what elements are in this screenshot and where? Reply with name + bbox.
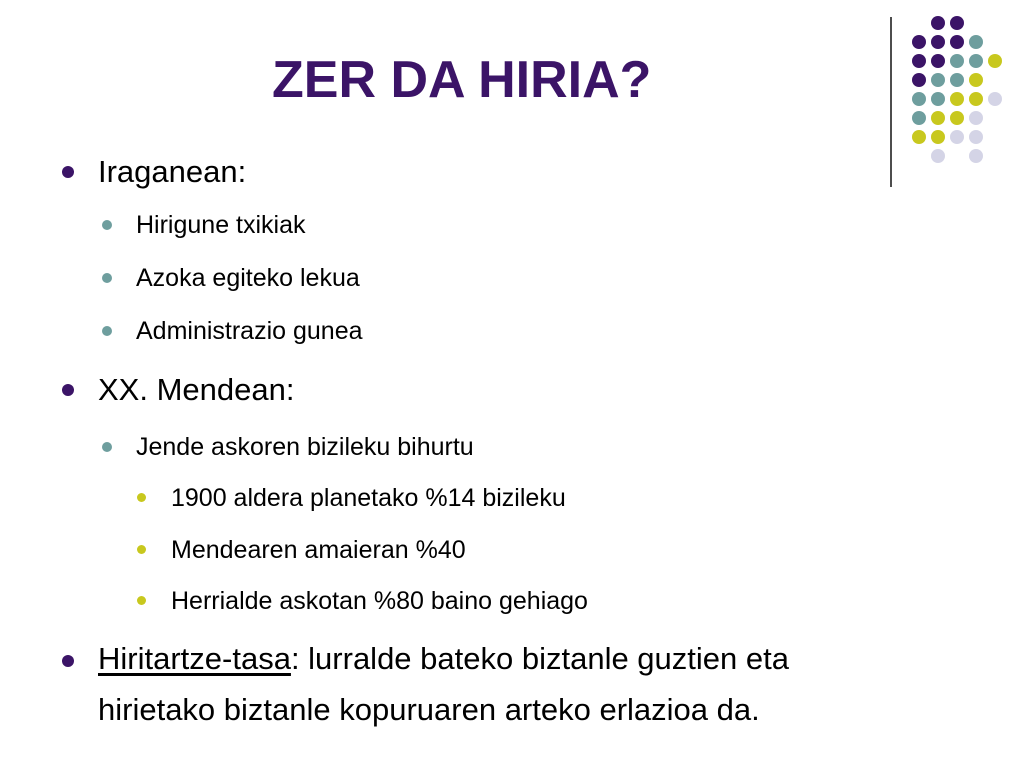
- bullet-item-xx-mendean: XX. Mendean:: [98, 372, 295, 407]
- definition-line-2: hirietako biztanle kopuruaren arteko erlazioa da.: [98, 692, 760, 727]
- decorative-dot: [969, 149, 983, 163]
- bullet-item-mendearen: Mendearen amaieran %40: [171, 536, 466, 564]
- bullet-item-administrazio: Administrazio gunea: [136, 317, 363, 345]
- decorative-dot: [931, 54, 945, 68]
- decorative-dot: [950, 16, 964, 30]
- decorative-dot: [950, 73, 964, 87]
- bullet-dot-level-1: [62, 166, 74, 178]
- definition-text-1: : lurralde bateko biztanle guztien eta: [290, 641, 789, 676]
- bullet-dot-level-1: [62, 384, 74, 396]
- decorative-dot: [969, 35, 983, 49]
- bullet-dot-level-2: [102, 273, 112, 283]
- decorative-dot: [950, 111, 964, 125]
- decorative-dot: [931, 73, 945, 87]
- definition-term: Hiritartze-tasa: [98, 641, 291, 676]
- bullet-item-herrialde: Herrialde askotan %80 baino gehiago: [171, 587, 588, 615]
- decorative-dot: [988, 54, 1002, 68]
- bullet-dot-level-1: [62, 655, 74, 667]
- decorative-dot: [950, 35, 964, 49]
- decorative-dot: [931, 35, 945, 49]
- bullet-item-jende: Jende askoren bizileku bihurtu: [136, 433, 474, 461]
- decorative-dot: [912, 111, 926, 125]
- decorative-dot: [931, 130, 945, 144]
- definition-line-1: [98, 639, 789, 679]
- decorative-dot: [912, 54, 926, 68]
- bullet-item-1900: 1900 aldera planetako %14 bizileku: [171, 484, 566, 512]
- decorative-dot: [931, 111, 945, 125]
- bullet-dot-level-3: [137, 596, 146, 605]
- bullet-item-azoka: Azoka egiteko lekua: [136, 264, 360, 292]
- decorative-dot: [969, 111, 983, 125]
- decorative-dot: [912, 92, 926, 106]
- bullet-item-hirigune: Hirigune txikiak: [136, 211, 306, 239]
- decorative-dot: [931, 92, 945, 106]
- decorative-dot: [950, 92, 964, 106]
- bullet-dot-level-2: [102, 326, 112, 336]
- decorative-dot: [931, 16, 945, 30]
- decorative-dot: [950, 54, 964, 68]
- bullet-dot-level-2: [102, 442, 112, 452]
- decorative-dot: [912, 73, 926, 87]
- decorative-dot: [912, 35, 926, 49]
- decorative-dot: [969, 92, 983, 106]
- decorative-dot: [912, 130, 926, 144]
- decorative-dot: [969, 73, 983, 87]
- decorative-dot: [969, 54, 983, 68]
- bullet-dot-level-2: [102, 220, 112, 230]
- slide-title: ZER DA HIRIA?: [272, 51, 652, 109]
- bullet-item-iraganean: Iraganean:: [98, 154, 247, 189]
- decorative-dot: [969, 130, 983, 144]
- decorative-dot: [950, 130, 964, 144]
- bullet-dot-level-3: [137, 545, 146, 554]
- bullet-dot-level-3: [137, 493, 146, 502]
- vertical-divider: [890, 17, 892, 187]
- decorative-dot: [988, 92, 1002, 106]
- decorative-dot: [931, 149, 945, 163]
